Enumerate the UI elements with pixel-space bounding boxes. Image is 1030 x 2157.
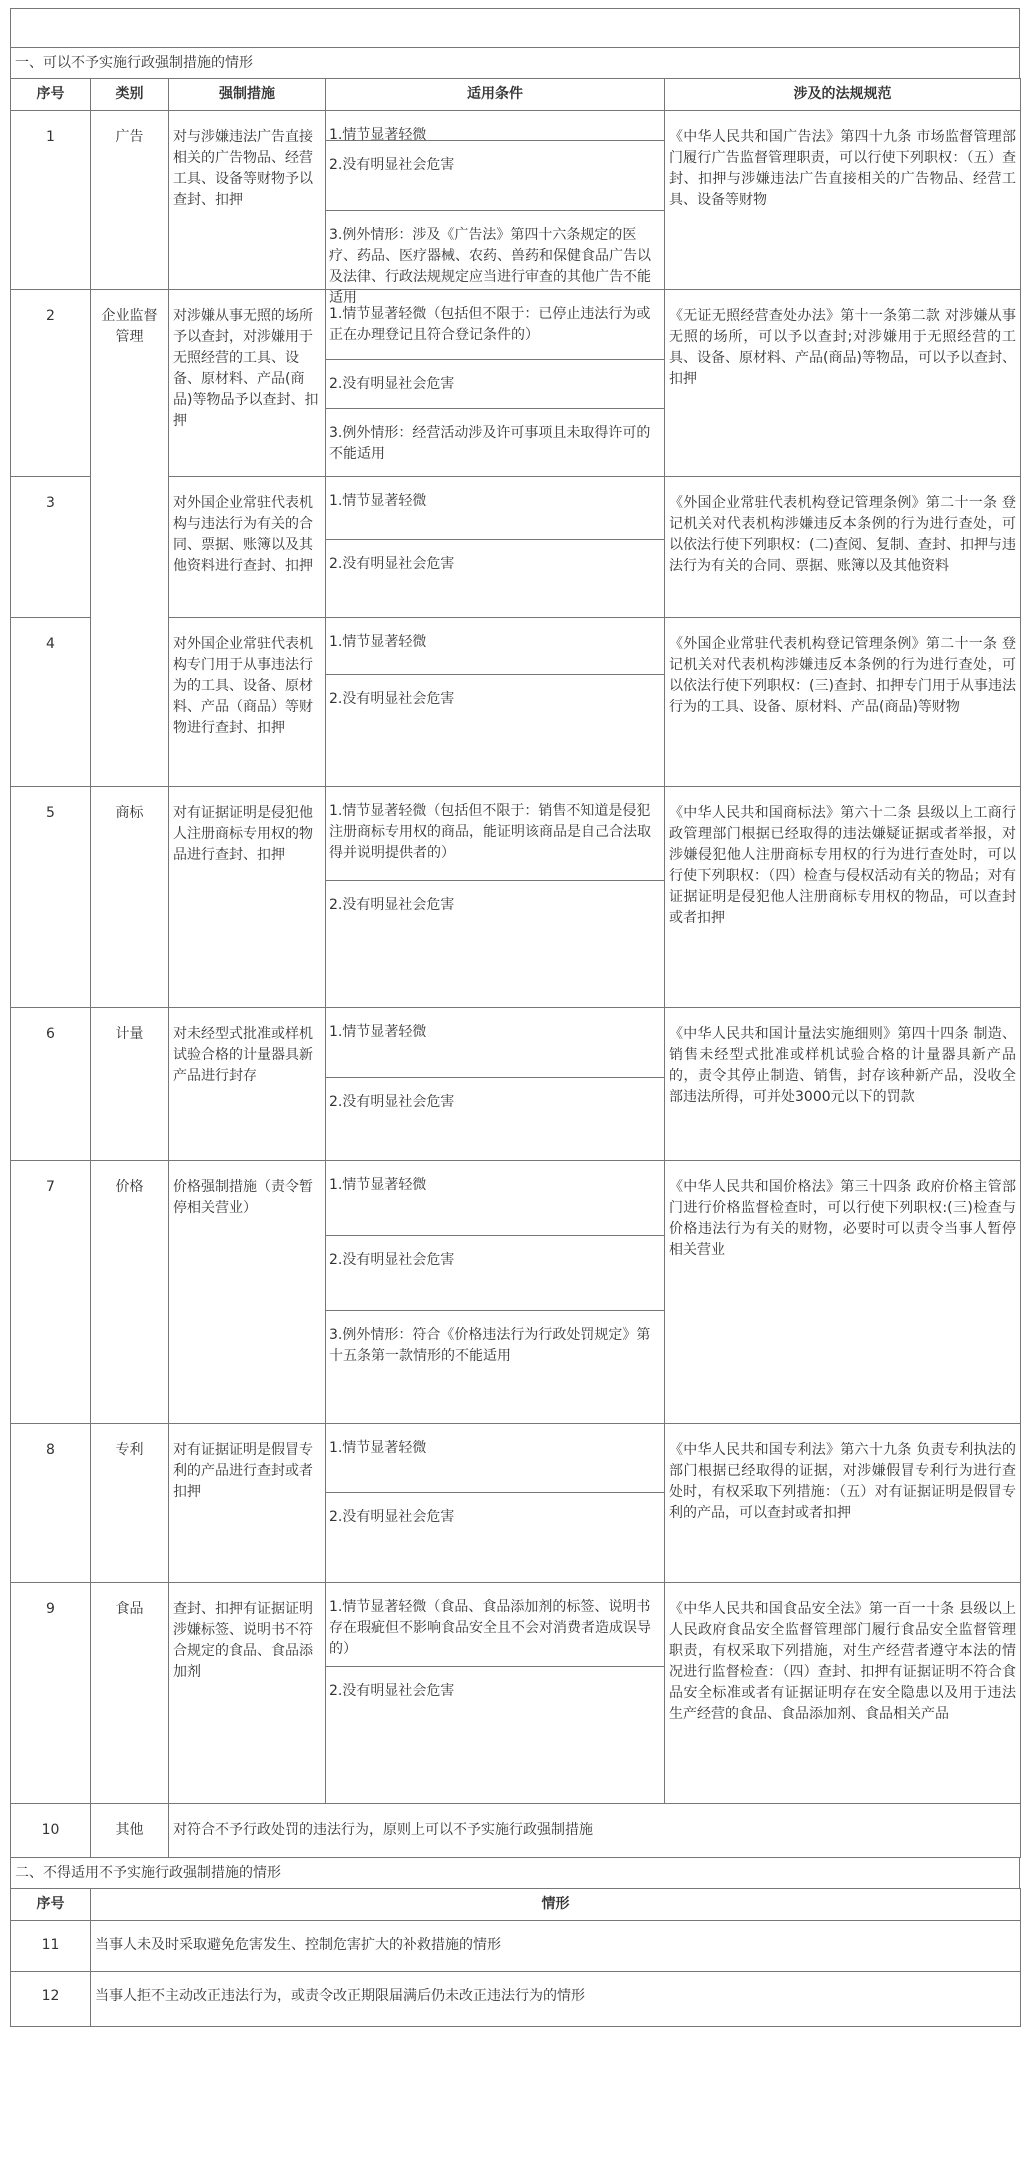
- row-conditions: [326, 1008, 665, 1161]
- condition-item: 2.没有明显社会危害: [329, 1509, 455, 1525]
- condition-item: 2.没有明显社会危害: [329, 556, 455, 572]
- row-no: 11: [11, 1921, 91, 1972]
- table-row: [11, 111, 1021, 290]
- condition-item: 1.情节显著轻微（包括但不限于：已停止违法行为或正在办理登记且符合登记条件的）: [326, 290, 664, 360]
- row-conditions: [326, 1424, 665, 1583]
- row-law: 《无证无照经营查处办法》第十一条第二款 对涉嫌从事无照的场所，可以予以查封;对涉嫌用于无照经营的工具、设备、原材料、产品(商品)等物品，可以予以查封、扣押: [665, 290, 1021, 477]
- row-situation: 当事人未及时采取避免危害发生、控制危害扩大的补救措施的情形: [91, 1921, 1021, 1972]
- condition-item: 1.情节显著轻微: [326, 1424, 664, 1493]
- row-no: 2: [11, 290, 91, 477]
- condition-item: 1.情节显著轻微: [326, 618, 664, 675]
- row-law: 《中华人民共和国食品安全法》第一百一十条 县级以上人民政府食品安全监督管理部门履行食品安全监督管理职责，有权采取下列措施，对生产经营者遵守本法的情况进行监督检查：（四）查封、扣押有证据证明不符合食品安全标准或者有证据证明存在安全隐患以及用于违法生产经营的食品、食品添加剂、食品相关产品: [665, 1583, 1021, 1804]
- row-conditions: [326, 1583, 665, 1804]
- row-situation: 当事人拒不主动改正违法行为，或责令改正期限届满后仍未改正违法行为的情形: [91, 1972, 1021, 2027]
- row-conditions: [326, 618, 665, 787]
- condition-item: 2.没有明显社会危害: [329, 1683, 455, 1699]
- header-no: 序号: [11, 79, 91, 111]
- table-row: [11, 290, 1021, 477]
- row-measure: 对外国企业常驻代表机构与违法行为有关的合同、票据、账簿以及其他资料进行查封、扣押: [169, 477, 326, 618]
- row-category: 计量: [91, 1008, 169, 1161]
- row-no: 1: [11, 111, 91, 290]
- row-no: 6: [11, 1008, 91, 1161]
- row-measure: 对有证据证明是侵犯他人注册商标专用权的物品进行查封、扣押: [169, 787, 326, 1008]
- condition-item: 1.情节显著轻微: [326, 1161, 664, 1236]
- condition-item: 1.情节显著轻微: [326, 111, 664, 141]
- header-no: 序号: [11, 1889, 91, 1921]
- row-measure: 对与涉嫌违法广告直接相关的广告物品、经营工具、设备等财物予以查封、扣押: [169, 111, 326, 290]
- row-measure: 对涉嫌从事无照的场所予以查封，对涉嫌用于无照经营的工具、设备、原材料、产品(商品)等物品予以查封、扣押: [169, 290, 326, 477]
- header-law: 涉及的法规规范: [665, 79, 1021, 111]
- row-measure: 查封、扣押有证据证明涉嫌标签、说明书不符合规定的食品、食品添加剂: [169, 1583, 326, 1804]
- row-no: 7: [11, 1161, 91, 1424]
- condition-item: 2.没有明显社会危害: [329, 691, 455, 707]
- row-measure: 对未经型式批准或样机试验合格的计量器具新产品进行封存: [169, 1008, 326, 1161]
- row-measure: 对外国企业常驻代表机构专门用于从事违法行为的工具、设备、原材料、产品（商品）等财物进行查封、扣押: [169, 618, 326, 787]
- row-law: 《外国企业常驻代表机构登记管理条例》第二十一条 登记机关对代表机构涉嫌违反本条例的行为进行查处，可以依法行使下列职权：(二)查阅、复制、查封、扣押与违法行为有关的合同、票据、账簿以及其他资料: [665, 477, 1021, 618]
- row-conditions: [326, 1161, 665, 1424]
- row-category: 广告: [91, 111, 169, 290]
- row-no: 10: [11, 1804, 91, 1858]
- condition-item: 3.例外情形：经营活动涉及许可事项且未取得许可的不能适用: [329, 425, 651, 462]
- row-category: 价格: [91, 1161, 169, 1424]
- header-conditions: 适用条件: [326, 79, 665, 111]
- header-situation: 情形: [91, 1889, 1021, 1921]
- row-no: 8: [11, 1424, 91, 1583]
- row-law: 《外国企业常驻代表机构登记管理条例》第二十一条 登记机关对代表机构涉嫌违反本条例的行为进行查处，可以依法行使下列职权：(三)查封、扣押专门用于从事违法行为的工具、设备、原材料、产品(商品)等财物: [665, 618, 1021, 787]
- row-no: 12: [11, 1972, 91, 2027]
- row-category: 商标: [91, 787, 169, 1008]
- condition-item: 1.情节显著轻微: [326, 1008, 664, 1078]
- section-2-title: 二、不得适用不予实施行政强制措施的情形: [10, 1858, 1020, 1888]
- title-bar: [10, 8, 1020, 48]
- row-conditions: [326, 787, 665, 1008]
- row-category: 专利: [91, 1424, 169, 1583]
- measures-table: [10, 78, 1021, 1858]
- table-header-row: [11, 1889, 1021, 1921]
- condition-item: 2.没有明显社会危害: [329, 1094, 455, 1110]
- condition-item: 3.例外情形：涉及《广告法》第四十六条规定的医疗、药品、医疗器械、农药、兽药和保健食品广告以及法律、行政法规规定应当进行审查的其他广告不能适用: [329, 227, 651, 306]
- row-no: 3: [11, 477, 91, 618]
- header-measure: 强制措施: [169, 79, 326, 111]
- table-row: [11, 1008, 1021, 1161]
- row-measure: 价格强制措施（责令暂停相关营业）: [169, 1161, 326, 1424]
- table-row: [11, 1804, 1021, 1858]
- row-law: 《中华人民共和国价格法》第三十四条 政府价格主管部门进行价格监督检查时，可以行使下列职权:(三)检查与价格违法行为有关的财物，必要时可以责令当事人暂停相关营业: [665, 1161, 1021, 1424]
- row-measure: 对有证据证明是假冒专利的产品进行查封或者扣押: [169, 1424, 326, 1583]
- table-row: [11, 1583, 1021, 1804]
- row-conditions: [326, 290, 665, 477]
- row-no: 9: [11, 1583, 91, 1804]
- table-row: [11, 787, 1021, 1008]
- row-law: 《中华人民共和国商标法》第六十二条 县级以上工商行政管理部门根据已经取得的违法嫌疑证据或者举报，对涉嫌侵犯他人注册商标专用权的行为进行查处时，可以行使下列职权：（四）检查与侵权活动有关的物品；对有证据证明是侵犯他人注册商标专用权的物品，可以查封或者扣押: [665, 787, 1021, 1008]
- condition-item: 2.没有明显社会危害: [326, 141, 664, 211]
- row-text: 对符合不予行政处罚的违法行为，原则上可以不予实施行政强制措施: [169, 1804, 1021, 1858]
- condition-item: 2.没有明显社会危害: [326, 1236, 664, 1311]
- row-category: 其他: [91, 1804, 169, 1858]
- table-header-row: [11, 79, 1021, 111]
- row-conditions: [326, 111, 665, 306]
- row-category: 企业监督管理: [91, 290, 169, 787]
- condition-item: 1.情节显著轻微: [326, 477, 664, 540]
- row-law: 《中华人民共和国专利法》第六十九条 负责专利执法的部门根据已经取得的证据，对涉嫌假冒专利行为进行查处时，有权采取下列措施：（五）对有证据证明是假冒专利的产品，可以查封或者扣押: [665, 1424, 1021, 1583]
- condition-item: 3.例外情形：符合《价格违法行为行政处罚规定》第十五条第一款情形的不能适用: [329, 1327, 651, 1364]
- row-no: 5: [11, 787, 91, 1008]
- condition-item: 2.没有明显社会危害: [329, 897, 455, 913]
- condition-item: 2.没有明显社会危害: [326, 360, 664, 409]
- section-1-title: 一、可以不予实施行政强制措施的情形: [10, 48, 1020, 78]
- condition-item: 1.情节显著轻微（食品、食品添加剂的标签、说明书存在瑕疵但不影响食品安全且不会对消费者造成误导的）: [326, 1583, 664, 1667]
- row-law: 《中华人民共和国计量法实施细则》第四十四条 制造、销售未经型式批准或样机试验合格的计量器具新产品的，责令其停止制造、销售，封存该种新产品，没收全部违法所得，可并处3000元以下的罚款: [665, 1008, 1021, 1161]
- row-conditions: [326, 477, 665, 618]
- table-row: [11, 1921, 1021, 1972]
- table-row: [11, 1972, 1021, 2027]
- table-row: [11, 1424, 1021, 1583]
- exclusions-table: [10, 1888, 1021, 2027]
- row-category: 食品: [91, 1583, 169, 1804]
- row-no: 4: [11, 618, 91, 787]
- row-law: 《中华人民共和国广告法》第四十九条 市场监督管理部门履行广告监督管理职责，可以行使下列职权：（五）查封、扣押与涉嫌违法广告直接相关的广告物品、经营工具、设备等财物: [665, 111, 1021, 290]
- condition-item: 1.情节显著轻微（包括但不限于：销售不知道是侵犯注册商标专用权的商品，能证明该商品是自己合法取得并说明提供者的）: [326, 787, 664, 881]
- table-row: [11, 1161, 1021, 1424]
- header-category: 类别: [91, 79, 169, 111]
